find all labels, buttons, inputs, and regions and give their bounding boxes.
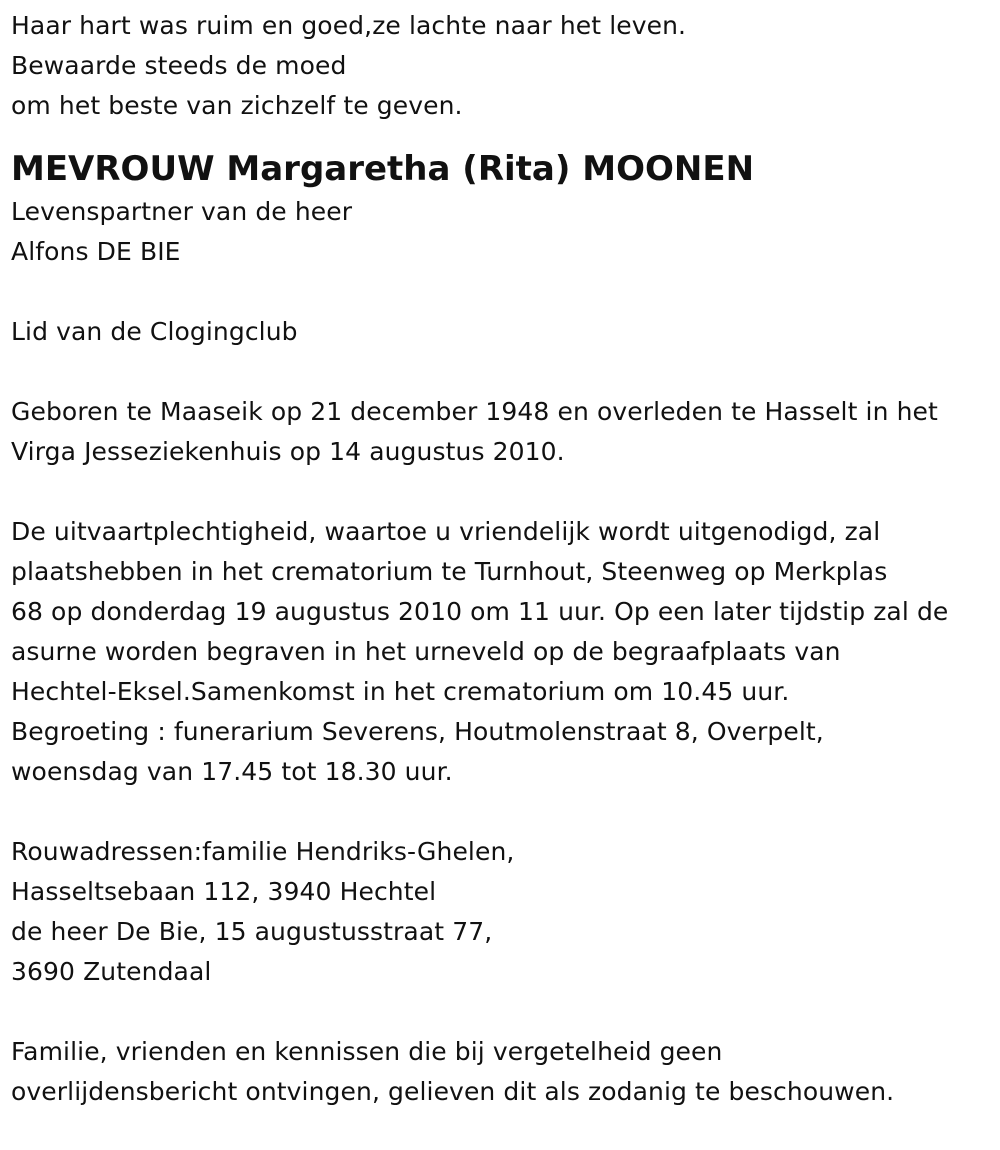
paragraph-line: De uitvaartplechtigheid, waartoe u vriendelijk wordt uitgenodigd, zal [11, 517, 881, 546]
address-line: Rouwadressen:familie Hendriks-Ghelen, [11, 837, 515, 866]
spacer [11, 272, 996, 312]
spacer [11, 472, 996, 512]
address-line: de heer De Bie, 15 augustusstraat 77, [11, 917, 493, 946]
poem-line: om het beste van zichzelf te geven. [11, 91, 463, 120]
paragraph-line: Virga Jesseziekenhuis op 14 augustus 2010. [11, 437, 565, 466]
deceased-name: MEVROUW Margaretha (Rita) MOONEN [11, 149, 755, 189]
spacer [11, 352, 996, 392]
poem-line: Bewaarde steeds de moed [11, 51, 347, 80]
spacer [11, 792, 996, 832]
addresses-paragraph [11, 832, 996, 992]
poem [11, 6, 996, 126]
paragraph-line: asurne worden begraven in het urneveld op de begraafplaats van [11, 637, 841, 666]
address-line: Hasseltsebaan 112, 3940 Hechtel [11, 877, 437, 906]
address-line: 3690 Zutendaal [11, 957, 212, 986]
paragraph-line: Geboren te Maaseik op 21 december 1948 en overleden te Hasselt in het [11, 397, 938, 426]
closing-paragraph [11, 1032, 996, 1112]
partner-name: Alfons DE BIE [11, 237, 181, 266]
paragraph-line: Familie, vrienden en kennissen die bij vergetelheid geen [11, 1037, 723, 1066]
obituary-notice [11, 6, 996, 1112]
paragraph-line: woensdag van 17.45 tot 18.30 uur. [11, 757, 453, 786]
ceremony-paragraph [11, 512, 996, 792]
birth-death-paragraph [11, 392, 996, 472]
partner-info [11, 192, 996, 272]
paragraph-line: Hechtel-Eksel.Samenkomst in het crematorium om 10.45 uur. [11, 677, 790, 706]
membership-line: Lid van de Clogingclub [11, 317, 298, 346]
paragraph-line: plaatshebben in het crematorium te Turnhout, Steenweg op Merkplas [11, 557, 888, 586]
poem-line: Haar hart was ruim en goed,ze lachte naar het leven. [11, 11, 687, 40]
paragraph-line: Begroeting : funerarium Severens, Houtmolenstraat 8, Overpelt, [11, 717, 824, 746]
spacer [11, 992, 996, 1032]
paragraph-line: overlijdensbericht ontvingen, gelieven dit als zodanig te beschouwen. [11, 1077, 895, 1106]
paragraph-line: 68 op donderdag 19 augustus 2010 om 11 uur. Op een later tijdstip zal de [11, 597, 949, 626]
partner-line: Levenspartner van de heer [11, 197, 353, 226]
spacer [11, 126, 996, 142]
